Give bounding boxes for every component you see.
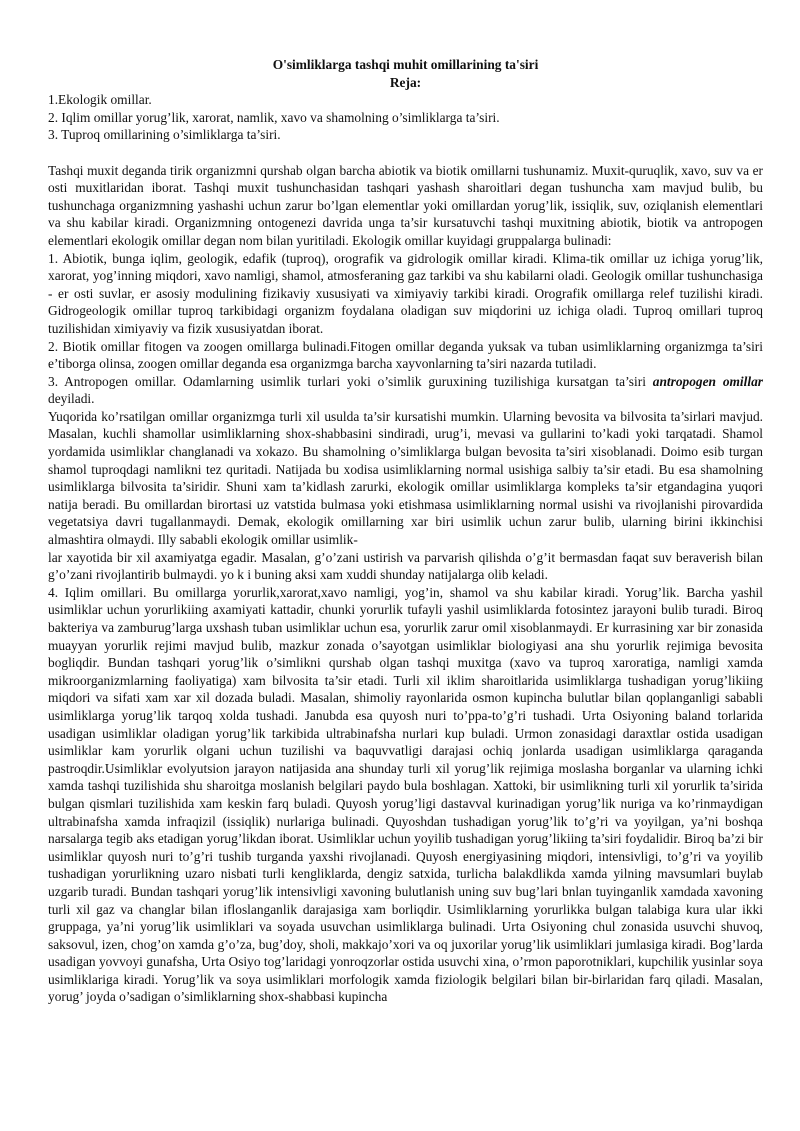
paragraph-antropogen: [48, 373, 763, 408]
paragraph: 2. Biotik omillar fitogen va zoogen omillarga bulinadi.Fitogen omillar deganda yuksak va tuban usimliklarning organizmga ta’siri e’tiborga olinsa, zoogen omillar deganda esa organizmga barcha xayvonlarning ta’siri nazarda tutiladi.: [48, 338, 763, 372]
paragraph: 1. Abiotik, bunga iqlim, geologik, edafik (tuproq), orografik va gidrologik omillar kiradi. Klima-tik omillar uz ichiga yorug’lik, xarorat, yog’inning miqdori, xavo namligi, shamol, atmosferaning gaz tarkibi va shu kabilarni oladi. Geologik omillar tushunchasiga - er osti suvlar, er asosiy modulining fizikaviy xususiyati va ximiyaviy tarkibi kiradi. Orografik omillarga relef tuzilishi kiradi. Gidrogeologik omillar tuproq tarkibidagi organizm foydalana oladigan suv miqdorini uz ichiga oladi. Tuproq omillari tuproq tuzilishidan ximiyaviy va fizik xususiyatdan iborat.: [48, 250, 763, 336]
document-body: [48, 162, 763, 1007]
paragraph: 4. Iqlim omillari. Bu omillarga yorurlik,xarorat,xavo namligi, yog’in, shamol va shu kabilar kiradi. Yorug’lik. Barcha yashil usimliklar uchun yorurlikiing axamiyati kattadir, chunki yorurlik tufayli yashil usimliklarda fotosintez jarayoni bulib turadi. Biroq bakteriya va zamburug’larga uxshash tuban usimliklar uchun esa, yorurlik zarur omil xisoblanmaydi. Er kurrasining xar bir zonasida muayyan yorurlik rejimi mavjud bulib, mazkur zonada o’sayotgan usimliklar biologiyasi ana shu yorurlik rejimiga bevosita bogliqdir. Bundan tashqari yorug’lik o’simlikni qurshab olgan tashqi muxitga (xavo va tuproq xaroratiga, namligi xamda mikroorganizmlarning faoliyatiga) xam bilvosita ta’sir etadi. Turli xil iklim sharoitlarida usimliklarga tushadigan yorug’likiing miqdori va sifati xam xar xil dozada buladi. Masalan, shimoliy rayonlarida osmon kupincha bulutlar bilan qoplanganligi sababli usimliklarga yorug’lik tarqoq xolda tushadi. Janubda esa quyosh nuri to’ppa-to’g’ri tushadi. Urta Osiyoning baland torlarida usadigan usimliklar oladigan yorug’lik tarkibida ultrabinafsha nurlari kup buladi. Urmon zonasidagi daraxtlar ostida usadigan usimliklar kam yorurlik olgani uchun tuzilishi va baquvvatligi darajasi ochiq jonlarda usadigan usimliklarga qaraganda pastroqdir.Usimliklar evolyutsion jarayon natijasida ana shunday turli xil yorug’lik rejimiga moslasha borganlar va ularning ichki xamda tashqi tuzilishida shu sharoitga moslanish belgilari paydo bula boshlagan. Xattoki, bir usimlikning turli xil yorurlik ta’sirida bulgan qismlari tuzilishida xam keskin farq buladi. Quyosh yorug’ligi dastavval kurinadigan yorug’lik nuriga va ko’rinmaydigan ultrabinafsha xamda infraqizil (issiqlik) nurlariga bulinadi. Quyoshdan tushadigan yorug’lik to’g’ri va yoyilgan, ya’ni boshqa narsalarga tegib aks etadigan yorug’likdan iborat. Usimliklar uchun yoyilib tushadigan yorug’likiing ta’siri foydalidir. Biroq ba’zi bir usimliklar quyosh nuri to’g’ri tushib turganda yaxshi rivojlanadi. Quyosh energiyasining miqdori, intensivligi, to’g’ri va yoyilib tushadigan yorurlikning uzaro nisbati turli kengliklarda, dengiz satxida, turlicha balakdlikda xamda yilning mavsumlari buylab uzgarib turadi. Bundan tashqari yorug’lik intensivligi xavoning bulutlanish uning suv bug’lari bnlan tuyinganlik xamdada xavoning turli xil gaz va changlar bilan ifloslanganlik darajasiga xam borliqdir. Usimliklarning yorurlikka bulgan talabiga kura ular ikki gruppaga, ya’ni yorug’lik usimliklari va soyada usuvchan usimliklarga bulinadi. Urta Osiyoning chul zonasida usuvchi shuvoq, saksovul, izen, chog’on xamda g’o’za, bug’doy, sholi, makkajo’xori va oq juxorilar yorug’lik usimliklari jumlasiga kiradi. Bog’larda usadigan yovvoyi gunafsha, Urta Osiyo tog’laridagi yonroqzorlar ostida usuvchi xina, o’rmon paporotniklari, kupchilik yusinlar soya usimliklariga kiradi. Yorug’lik va soya usimliklari morfologik xamda fiziologik belgilari bilan bir-birlaridan farq qiladi. Masalan, yorug’ joyda o’sadigan o’simliklarning shox-shabbasi kupincha: [48, 584, 763, 1005]
document-title: O'simliklarga tashqi muhit omillarining ta'siri: [272, 57, 539, 72]
plan-list: [48, 91, 763, 144]
paragraph-text: deyiladi.: [48, 391, 95, 407]
plan-item: 3. Tuproq omillarining o’simliklarga ta’siri.: [48, 127, 281, 143]
plan-item: 1.Ekologik omillar.: [48, 92, 152, 108]
paragraph-text: 3. Antropogen omillar. Odamlarning usimlik turlari yoki o’simlik guruxining tuzilishiga kursatgan ta’siri: [48, 373, 653, 389]
paragraph: Tashqi muxit deganda tirik organizmni qurshab olgan barcha abiotik va biotik omillarni tushunamiz. Muxit-quruqlik, xavo, suv va er osti muxitlaridan iborat. Tashqi muxit tushunchasidan tashqari yashash sharoitlari degan tushuncha xam mavjud bulib, bu tushunchaga organizmning yashashi uchun zarur bo’lgan elementlar yoki omillardan yorug’lik, issiqlik, suv, oziqlanish elementlari va shu kabilar kiradi. Organizmning ontogenezi davrida unga ta’sir kursatuvchi tashqi muxitning abiotik, biotik va antropogen elementlari ekologik omillar degan nom bilan yuritiladi. Ekologik omillar kuyidagi gruppalarga bulinadi:: [48, 162, 763, 248]
paragraph: lar xayotida bir xil axamiyatga egadir. Masalan, g’o’zani ustirish va parvarish qilishda o’g’it bermasdan faqat suv beraverish bilan g’o’zani rivojlantirib bulmaydi. yo k i buning aksi xam xuddi shunday natijalarga olib keladi.: [48, 549, 763, 583]
emphasis-term: antropogen omillar: [652, 373, 763, 389]
plan-heading: Reja:: [389, 74, 422, 90]
blank-line: [48, 144, 763, 162]
plan-item: 2. Iqlim omillar yorug’lik, xarorat, namlik, xavo va shamolning o’simliklarga ta’siri.: [48, 109, 500, 125]
paragraph: Yuqorida ko’rsatilgan omillar organizmga turli xil usulda ta’sir kursatishi mumkin. Ularning bevosita va bilvosita ta’sirlari mavjud. Masalan, kuchli shamollar usimliklarning shox-shabbasini sindiradi, urug’i, mevasi va gullarini to’kadi yoki tarqatadi. Shamol yordamida usimliklar changlanadi va xokazo. Bu shamolning o’simliklarga bulgan bevosita ta’siri xisoblanadi. Doimo esib turgan shamol tuproqdagi namlikni tez quritadi. Natijada bu xodisa usimliklarning normal usishiga salbiy ta’sir etadi. Bu esa shamolning usimliklarga bilvosita ta’siridir. Shuni xam ta’kidlash zarurki, ekologik omillar usimliklarga kompleks ta’sir etgandagina yuqori natija beradi. Bu omillardan birortasi uz vatstida bulmasa yoki etishmasa usimliklarning normal usishi va rivojlanishi pirovardida vegetatsiya davri tugallanmaydi. Demak, ekologik omillarning xar biri usimlik uchun zarur bulib, ularning birini ikkinchisi almashtira olmaydi. Illy sababli ekologik omillar usimlik-: [48, 408, 763, 548]
